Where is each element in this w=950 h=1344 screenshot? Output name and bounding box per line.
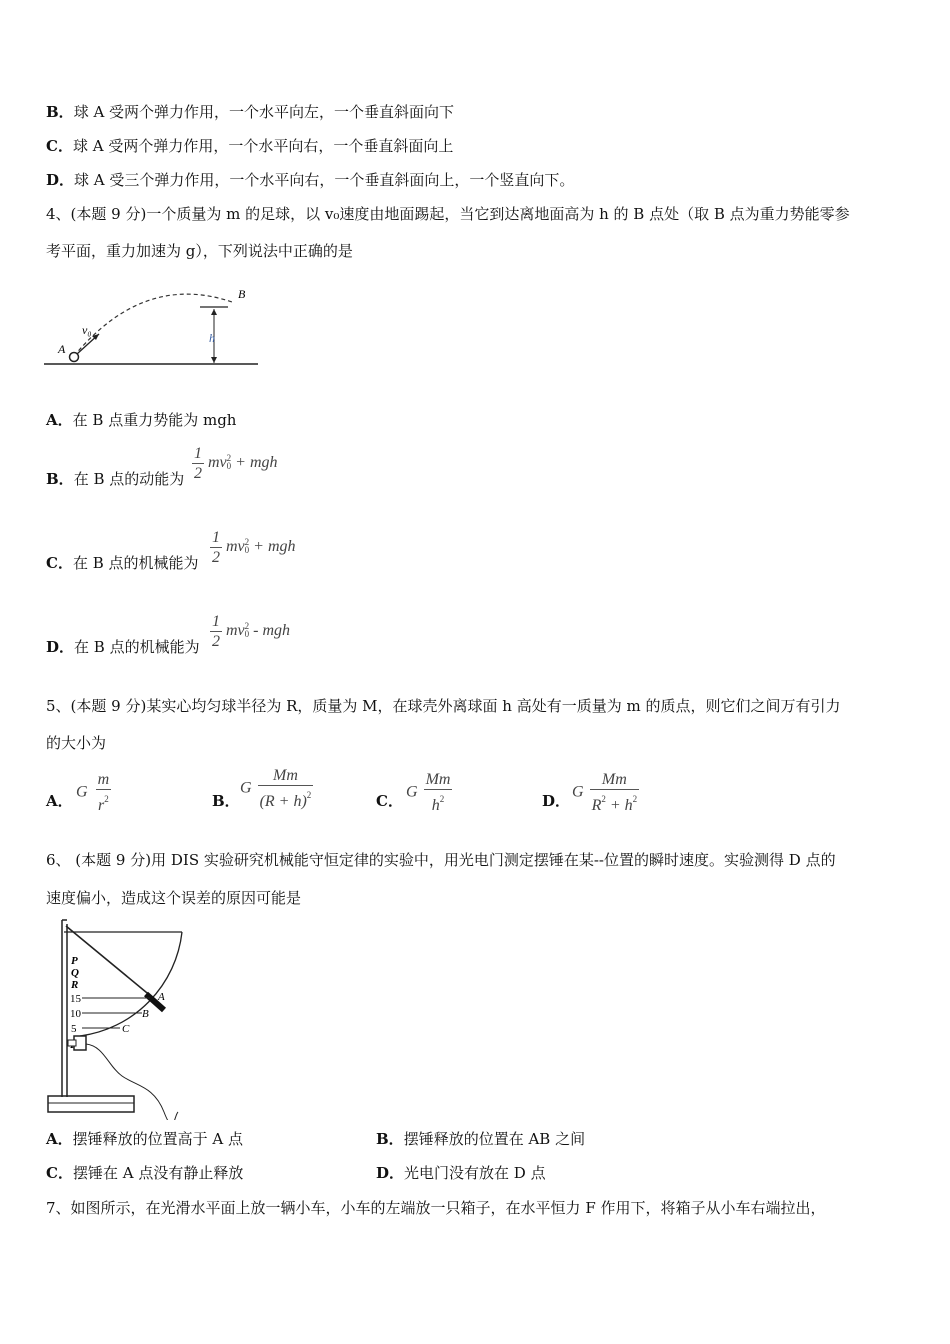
- q4-option-d: D．在 B 点的机械能为: [46, 638, 200, 656]
- q4-option-c: C．在 B 点的机械能为: [46, 554, 199, 572]
- q5-option-d-label: D．: [542, 792, 571, 810]
- q5-option-a-formula: G $\frac{m}{r^2}$: [76, 771, 110, 814]
- q5-option-d-formula: G $\frac{Mm}{R^2 + h^2}$: [572, 771, 638, 814]
- q6-stem-line2: 速度偏小，造成这个误差的原因可能是: [46, 889, 302, 907]
- q3-option-c: C．球 A 受两个弹力作用，一个水平向右，一个垂直斜面向上: [46, 137, 454, 155]
- q4-figure: [44, 282, 264, 372]
- q4-stem-line2: 考平面，重力加速为 g），下列说法中正确的是: [46, 242, 353, 260]
- svg-text:10: 10: [70, 1008, 81, 1020]
- q6-option-b: B．摆锤释放的位置在 AB 之间: [376, 1130, 586, 1148]
- q4-option-c-formula: $\frac{1}{2}$ mv 2 0 + mgh: [212, 529, 296, 566]
- svg-text:R: R: [71, 979, 79, 991]
- q5-stem-line1: 5、(本题 9 分)某实心均匀球半径为 R，质量为 M，在球壳外离球面 h 高处有一质量为 m 的质点，则它们之间万有引力: [46, 697, 841, 715]
- q6-option-c: C．摆锤在 A 点没有静止释放: [46, 1164, 244, 1182]
- svg-text:A: A: [158, 991, 165, 1003]
- q5-option-b-formula: G $\frac{Mm}{(R + h)^2}$: [240, 767, 312, 810]
- q4-option-b-formula: $\frac{1}{2}$ mv 2 0 + mgh: [194, 445, 278, 482]
- q4-option-a: A．在 B 点重力势能为 mgh: [46, 411, 237, 429]
- label-b: B: [238, 287, 246, 301]
- q5-option-c-label: C．: [376, 792, 403, 810]
- label-v0: v₀: [82, 323, 92, 337]
- q3-option-d: D．球 A 受三个弹力作用，一个水平向右，一个垂直斜面向上，一个竖直向下。: [46, 171, 575, 189]
- q6-option-a: A．摆锤释放的位置高于 A 点: [46, 1130, 244, 1148]
- q6-stem-line1: 6、 (本题 9 分)用 DIS 实验研究机械能守恒定律的实验中，用光电门测定摆锤在某--位置的瞬时速度。实验测得 D 点的: [46, 851, 836, 869]
- q7-stem-line1: 7、如图所示，在光滑水平面上放一辆小车，小车的左端放一只箱子，在水平恒力 F 作用下，将箱子从小车右端拉出，: [46, 1199, 826, 1217]
- board-arc: [80, 932, 182, 1036]
- q4-option-b: B．在 B 点的动能为: [46, 470, 185, 488]
- q4-stem-line1: 4、(本题 9 分)一个质量为 m 的足球，以 v₀速度由地面踢起，当它到达离地面高为 h 的 B 点处（取 B 点为重力势能零参: [46, 205, 850, 223]
- pendulum-rod: [66, 926, 158, 1002]
- label-h: h: [209, 331, 215, 345]
- svg-text:C: C: [122, 1023, 130, 1035]
- q3-option-b: B．球 A 受两个弹力作用，一个水平向左，一个垂直斜面向下: [46, 103, 455, 121]
- q6-figure: [44, 916, 194, 1120]
- q5-stem-line2: 的大小为: [46, 734, 107, 752]
- svg-text:15: 15: [70, 993, 81, 1005]
- svg-text:B: B: [142, 1008, 149, 1020]
- q5-option-c-formula: G $\frac{Mm}{h^2}$: [406, 771, 451, 814]
- base-plate: [48, 1096, 134, 1112]
- q5-option-b-label: B．: [212, 792, 240, 810]
- label-a: A: [58, 342, 66, 356]
- svg-text:Q: Q: [71, 967, 79, 979]
- svg-text:5: 5: [71, 1023, 77, 1035]
- q5-option-a-label: A．: [46, 792, 73, 810]
- svg-text:P: P: [71, 955, 78, 967]
- q6-option-d: D．光电门没有放在 D 点: [376, 1164, 546, 1182]
- q4-option-d-formula: $\frac{1}{2}$ mv 2 0 - mgh: [212, 613, 291, 650]
- trajectory: [74, 294, 232, 356]
